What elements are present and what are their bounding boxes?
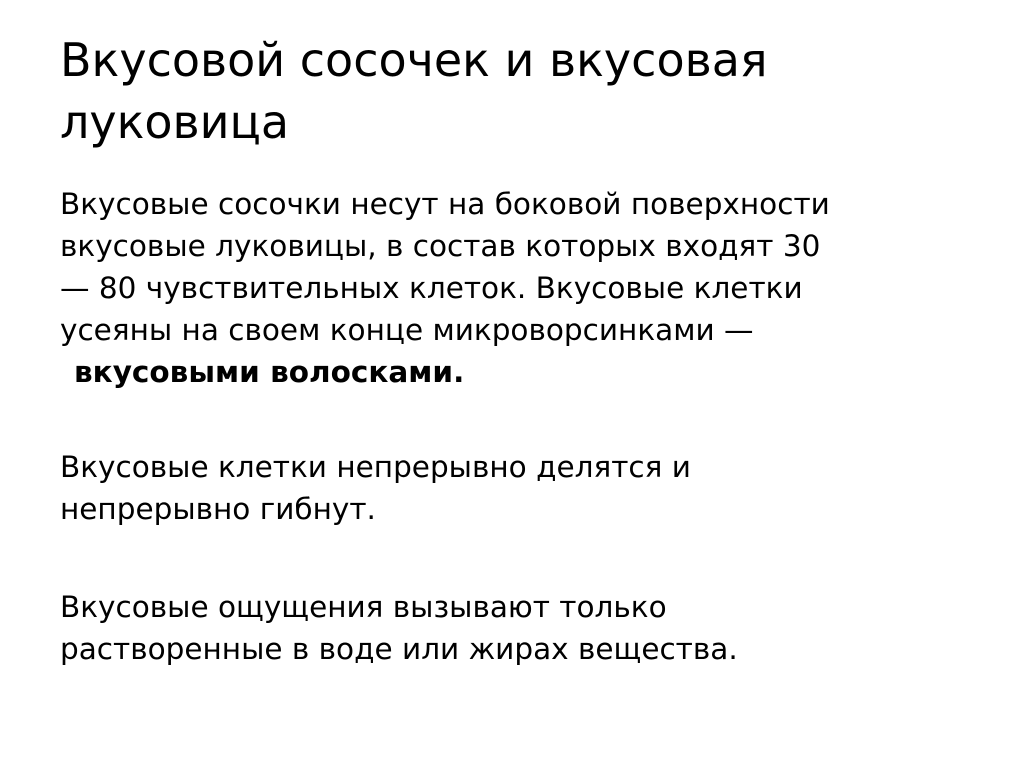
paragraph-line: Вкусовые сосочки несут на боковой поверхности <box>60 187 830 221</box>
paragraph-cell-renewal <box>60 446 960 530</box>
paragraph-line: непрерывно гибнут. <box>60 492 376 526</box>
paragraph-line: вкусовые луковицы, в состав которых входят 30 <box>60 229 821 263</box>
slide-title <box>60 29 980 153</box>
paragraph-dissolved-substances <box>60 586 960 670</box>
slide-title-line-2: луковица <box>60 95 290 149</box>
paragraph-line: Вкусовые клетки непрерывно делятся и <box>60 450 691 484</box>
paragraph-line: растворенные в воде или жирах вещества. <box>60 632 738 666</box>
paragraph-line: — 80 чувствительных клеток. Вкусовые клетки <box>60 271 803 305</box>
paragraph-taste-papillae <box>60 183 960 393</box>
slide-title-line-1: Вкусовой сосочек и вкусовая <box>60 33 768 87</box>
paragraph-line: Вкусовые ощущения вызывают только <box>60 590 667 624</box>
bold-term-taste-hairs: вкусовыми волосками. <box>74 355 465 389</box>
paragraph-line: усеяны на своем конце микроворсинками — <box>60 313 754 347</box>
